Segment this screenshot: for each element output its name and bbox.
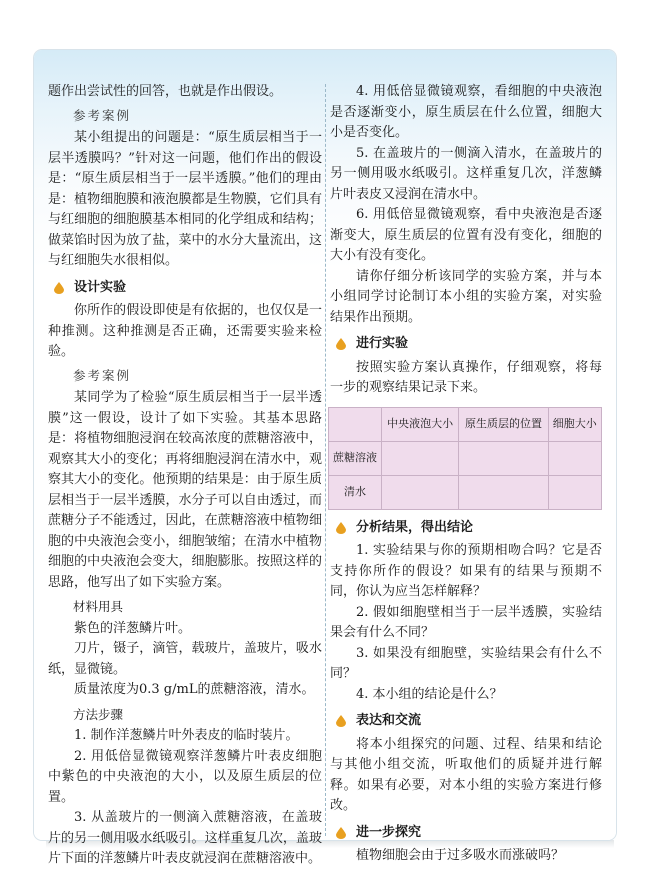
section-further-inquiry: [336, 823, 602, 844]
section-conduct-experiment: [336, 334, 602, 355]
question-item: 2. 假如细胞壁相当于一层半透膜，实验结果会有什么不同？: [330, 604, 602, 640]
table-row: [329, 441, 602, 475]
materials-line: 质量浓度为0.3 g/mL的蔗糖溶液，清水。: [74, 682, 315, 697]
reference-case-label: 参考案例: [73, 367, 132, 383]
materials-line: 紫色的洋葱鳞片叶。: [74, 620, 192, 636]
table-cell: [548, 475, 601, 509]
step-item: 5. 在盖玻片的一侧滴入清水，在盖玻片的另一侧用吸水纸吸引。这样重复几次，洋葱鳞片叶表皮又浸润在清水中。: [330, 145, 602, 202]
step-item: 6. 用低倍显微镜观察，看中央液泡是否逐渐变大，原生质层的位置有没有变化，细胞的大小有没有变化。: [330, 207, 602, 263]
right-column: [330, 82, 602, 867]
drop-icon: [54, 282, 64, 294]
table-cell: [548, 441, 601, 475]
section-design-experiment: [54, 278, 322, 299]
table-cell: [382, 475, 459, 509]
drop-icon: [336, 338, 346, 350]
step-item: 2. 用低倍显微镜观察洋葱鳞片叶表皮细胞中紫色的中央液泡的大小，以及原生质层的位置。: [48, 748, 322, 805]
hypothesis-paragraph: 某小组提出的问题是：“原生质层相当于一层半透膜吗？”针对这一问题，他们作出的假设是：“原生质层相当于一层半透膜。”他们的理由是：植物细胞膜和液泡膜都是生物膜，它们具有与红细胞的细胞膜基本相同的化学组成和结构；做菜馅时因为放了盐，菜中的水分大量流出，这与红细胞失水很相似。: [48, 130, 322, 268]
table-header-cell: 原生质层的位置: [459, 407, 548, 441]
reference-case-label: 参考案例: [73, 107, 132, 123]
section-express-communicate: [336, 711, 602, 732]
step-item: 3. 从盖玻片的一侧滴入蔗糖溶液，在盖玻片的另一侧用吸水纸吸引。这样重复几次，盖玻片下面的洋葱鳞片叶表皮就浸润在蔗糖溶液中。: [48, 810, 322, 866]
drop-icon: [336, 522, 346, 534]
step-item: 1. 制作洋葱鳞片叶外表皮的临时装片。: [74, 728, 299, 743]
section-title: 进行实验: [356, 336, 409, 351]
table-cell: [382, 441, 459, 475]
express-paragraph: 将本小组探究的问题、过程、结果和结论与其他小组交流，听取他们的质疑并进行解释。如果有必要，对本小组的实验方案进行修改。: [330, 736, 602, 813]
step-item: 4. 用低倍显微镜观察，看细胞的中央液泡是否逐渐变小，原生质层在什么位置，细胞大小是否变化。: [330, 84, 602, 140]
drop-icon: [336, 715, 346, 727]
plan-paragraph: 请你仔细分析该同学的实验方案，并与本小组同学讨论制订本小组的实验方案，对实验结果作出预期。: [330, 268, 602, 325]
materials-line: 刀片，镊子，滴管，载玻片，盖玻片，吸水纸，显微镜。: [48, 641, 322, 677]
materials-heading: 材料用具: [73, 599, 124, 614]
section-title: 进一步探究: [356, 824, 422, 840]
case-paragraph: 某同学为了检验“原生质层相当于一层半透膜”这一假设，设计了如下实验。其基本思路是：将植物细胞浸润在较高浓度的蔗糖溶液中，观察其大小的变化；再将细胞浸润在清水中，观察其大小的变化。他预期的结果是：由于原生质层相当于一层半透膜，水分子可以自由透过，而蔗糖分子不能透过，因此，在蔗糖溶液中植物细胞的中央液泡会变小，细胞皱缩；在清水中植物细胞的中央液泡会变大，细胞膨胀。按照这样的思路，他写出了如下实验方案。: [48, 390, 322, 590]
question-item: 1. 实验结果与你的预期相吻合吗？它是否支持你所作的假设？如果有的结果与预期不同，你认为应当怎样解释？: [330, 543, 602, 599]
table-row-label: 清水: [329, 475, 382, 509]
table-row-label: 蔗糖溶液: [329, 441, 382, 475]
table-header-cell: 细胞大小: [548, 407, 601, 441]
section-title: 设计实验: [74, 279, 127, 295]
table-cell: [459, 475, 548, 509]
question-item: 4. 本小组的结论是什么？: [356, 686, 503, 702]
results-table: [328, 407, 602, 510]
section-title: 分析结果，得出结论: [356, 519, 474, 535]
table-header-cell: 中央液泡大小: [382, 407, 459, 441]
section-analyze-results: [336, 518, 602, 539]
question-item: 3. 如果没有细胞壁，实验结果会有什么不同？: [330, 645, 602, 681]
design-paragraph: 你所作的假设即使是有依据的，也仅仅是一种推测。这种推测是否正确，还需要实验来检验。: [48, 303, 322, 359]
textbook-page: [34, 50, 616, 866]
steps-heading: 方法步骤: [73, 706, 124, 722]
conduct-paragraph: 按照实验方案认真操作，仔细观察，将每一步的观察结果记录下来。: [330, 359, 602, 395]
column-divider: [325, 84, 326, 836]
section-title: 表达和交流: [356, 713, 422, 728]
table-row: [329, 475, 602, 509]
further-paragraph: 植物细胞会由于过多吸水而涨破吗？: [356, 848, 565, 863]
table-header-row: [329, 407, 602, 441]
drop-icon: [336, 827, 346, 839]
table-header-cell: [329, 407, 382, 441]
table-cell: [459, 441, 548, 475]
left-column: [48, 82, 322, 870]
intro-paragraph: 题作出尝试性的回答，也就是作出假设。: [48, 84, 283, 99]
